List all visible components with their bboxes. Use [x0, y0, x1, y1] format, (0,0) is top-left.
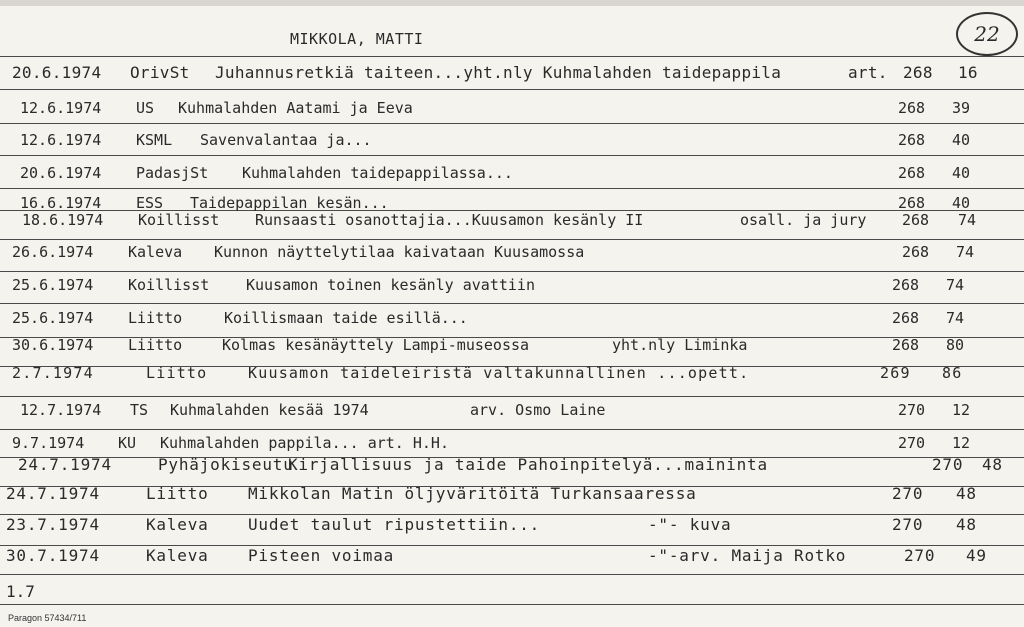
entry-date: 23.7.1974 — [6, 515, 100, 534]
entry-note: -"-arv. Maija Rotko — [648, 546, 847, 565]
entry-title: Mikkolan Matin öljyväritöitä Turkansaaressa — [248, 484, 697, 503]
entry-source: ESS — [136, 194, 164, 212]
entry-volume: 270 — [892, 484, 924, 503]
entry-date: 18.6.1974 — [22, 211, 104, 229]
ruled-line — [0, 155, 1024, 156]
footer-number: 1.7 — [6, 582, 35, 601]
entry-page: 40 — [952, 131, 971, 149]
entry-title: Juhannusretkiä taiteen...yht.nly Kuhmalahden taidepappila — [215, 63, 782, 82]
entry-page: 40 — [952, 194, 971, 212]
entry-date: 30.6.1974 — [12, 336, 94, 354]
ruled-line — [0, 188, 1024, 189]
entry-date: 30.7.1974 — [6, 546, 100, 565]
entry-date: 25.6.1974 — [12, 276, 94, 294]
entry-source: OrivSt — [130, 63, 190, 82]
entry-volume: 268 — [892, 276, 920, 294]
entry-source: Pyhäjokiseutu — [158, 455, 294, 474]
entry-page: 39 — [952, 99, 971, 117]
entry-page: 48 — [956, 515, 977, 534]
entry-title: Kuusamon taideleiristä valtakunnallinen ...opett. — [248, 364, 750, 382]
entry-date: 12.7.1974 — [20, 401, 102, 419]
entry-volume: 268 — [898, 131, 926, 149]
entry-source: Liitto — [146, 364, 208, 382]
entry-page: 49 — [966, 546, 987, 565]
entry-page: 12 — [952, 434, 971, 452]
entry-date: 25.6.1974 — [12, 309, 94, 327]
entry-note: -"- kuva — [648, 515, 732, 534]
entry-source: TS — [130, 401, 149, 419]
entry-note: osall. ja jury — [740, 211, 867, 229]
ruled-line — [0, 89, 1024, 90]
entry-date: 20.6.1974 — [20, 164, 102, 182]
entry-date: 16.6.1974 — [20, 194, 102, 212]
entry-source: Koillisst — [138, 211, 220, 229]
entry-source: Kaleva — [128, 243, 183, 261]
entry-title: Kirjallisuus ja taide Pahoinpitelyä...maininta — [288, 455, 768, 474]
entry-volume: 270 — [932, 455, 964, 474]
entry-volume: 270 — [892, 515, 924, 534]
entry-volume: 270 — [898, 401, 926, 419]
entry-source: US — [136, 99, 155, 117]
entry-title: Kuhmalahden kesää 1974 — [170, 401, 369, 419]
entry-page: 74 — [946, 309, 965, 327]
entry-title: Kuhmalahden taidepappilassa... — [242, 164, 513, 182]
entry-title: Taidepappilan kesän... — [190, 194, 389, 212]
entry-page: 48 — [956, 484, 977, 503]
entry-title: Runsaasti osanottajia...Kuusamon kesänly II — [255, 211, 644, 229]
entry-note: art. — [848, 63, 888, 82]
entry-source: Liitto — [146, 484, 209, 503]
entry-volume: 270 — [904, 546, 936, 565]
entry-source: Kaleva — [146, 546, 209, 565]
entry-page: 40 — [952, 164, 971, 182]
entry-volume: 268 — [898, 194, 926, 212]
entry-title: Koillismaan taide esillä... — [224, 309, 468, 327]
entry-page: 86 — [942, 364, 963, 382]
entry-source: Kaleva — [146, 515, 209, 534]
ruled-line — [0, 271, 1024, 272]
ruled-line — [0, 123, 1024, 124]
ruled-line — [0, 303, 1024, 304]
entry-volume: 268 — [903, 63, 933, 82]
entry-date: 2.7.1974 — [12, 364, 94, 382]
entry-source: PadasjSt — [136, 164, 209, 182]
entry-page: 80 — [946, 336, 965, 354]
entry-volume: 268 — [902, 243, 930, 261]
entry-source: KSML — [136, 131, 173, 149]
entry-date: 24.7.1974 — [6, 484, 100, 503]
entry-note: yht.nly Liminka — [612, 336, 748, 354]
entry-title: Pisteen voimaa — [248, 546, 395, 565]
ruled-line — [0, 604, 1024, 605]
entry-volume: 270 — [898, 434, 926, 452]
entry-date: 12.6.1974 — [20, 99, 102, 117]
entry-volume: 268 — [902, 211, 930, 229]
ruled-line — [0, 56, 1024, 57]
entry-date: 9.7.1974 — [12, 434, 85, 452]
entry-title: Kunnon näyttelytilaa kaivataan Kuusamossa — [214, 243, 585, 261]
entry-source: Koillisst — [128, 276, 210, 294]
entry-date: 24.7.1974 — [18, 455, 112, 474]
entry-date: 26.6.1974 — [12, 243, 94, 261]
entry-title: Uudet taulut ripustettiin... — [248, 515, 541, 534]
entry-title: Savenvalantaa ja... — [200, 131, 372, 149]
card-number-circle: 22 — [956, 12, 1018, 56]
printer-mark: Paragon 57434/711 — [8, 613, 87, 623]
entry-title: Kuhmalahden Aatami ja Eeva — [178, 99, 413, 117]
entry-volume: 268 — [892, 309, 920, 327]
entry-source: KU — [118, 434, 137, 452]
entry-volume: 269 — [880, 364, 911, 382]
entry-page: 12 — [952, 401, 971, 419]
entry-date: 20.6.1974 — [12, 63, 102, 82]
entry-title: Kuusamon toinen kesänly avattiin — [246, 276, 535, 294]
top-edge — [0, 0, 1024, 6]
entry-source: Liitto — [128, 309, 183, 327]
entry-volume: 268 — [898, 164, 926, 182]
card-title: MIKKOLA, MATTI — [290, 30, 424, 48]
entry-page: 74 — [956, 243, 975, 261]
entry-source: Liitto — [128, 336, 183, 354]
entry-date: 12.6.1974 — [20, 131, 102, 149]
entry-title: Kolmas kesänäyttely Lampi-museossa — [222, 336, 530, 354]
ruled-line — [0, 396, 1024, 397]
ruled-line — [0, 239, 1024, 240]
entry-page: 16 — [958, 63, 978, 82]
entry-page: 74 — [958, 211, 977, 229]
entry-volume: 268 — [898, 99, 926, 117]
entry-note: arv. Osmo Laine — [470, 401, 606, 419]
entry-page: 74 — [946, 276, 965, 294]
entry-title: Kuhmalahden pappila... art. H.H. — [160, 434, 449, 452]
ruled-line — [0, 574, 1024, 575]
entry-page: 48 — [982, 455, 1003, 474]
entry-volume: 268 — [892, 336, 920, 354]
ruled-line — [0, 429, 1024, 430]
